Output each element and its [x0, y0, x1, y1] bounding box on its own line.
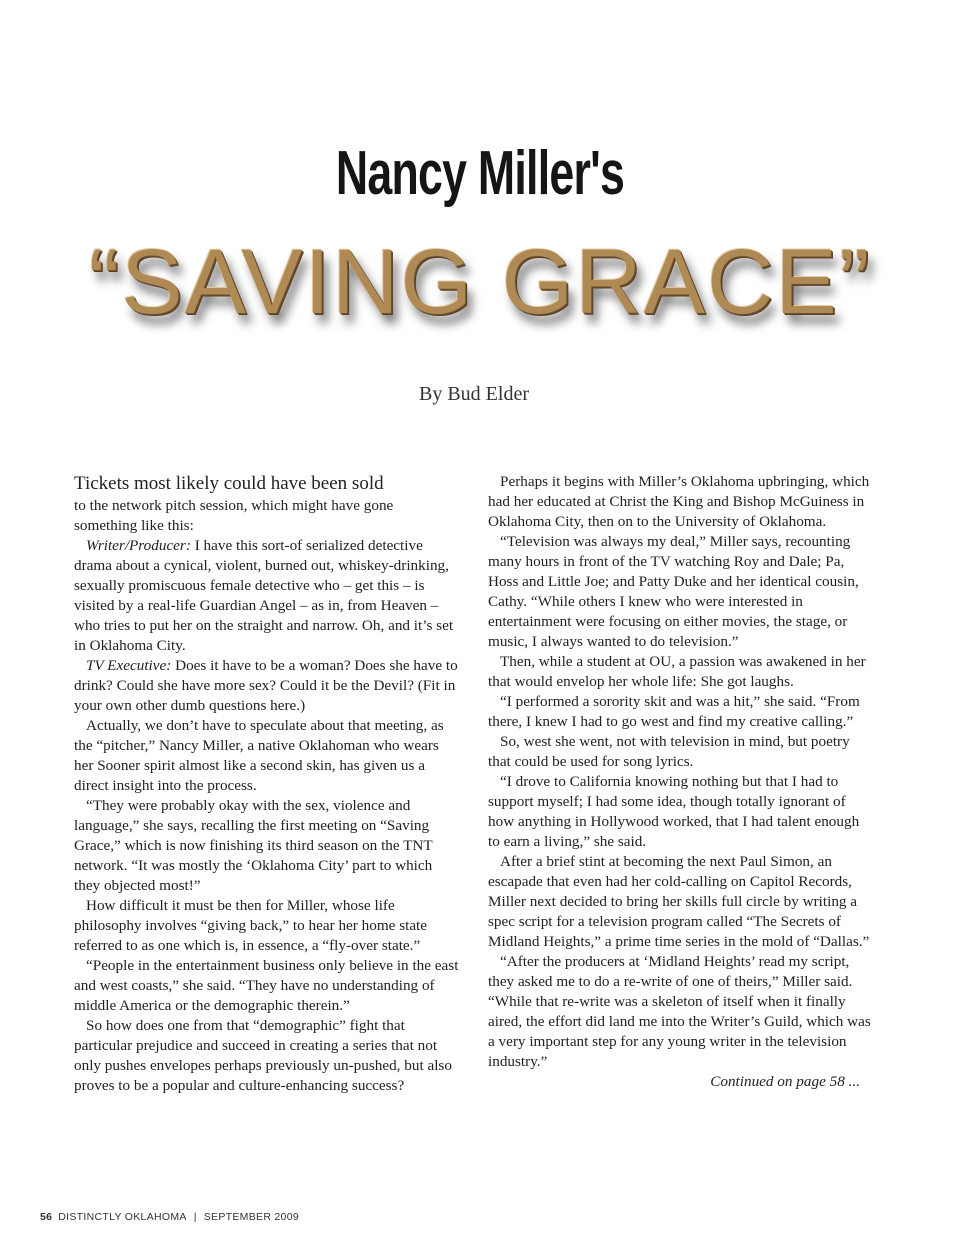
paragraph	[74, 472, 460, 536]
paragraph: So, west she went, not with television in mind, but poetry that could be used for song lyrics.	[488, 733, 850, 770]
paragraph: After a brief stint at becoming the next Paul Simon, an escapade that even had her cold-calling on Capitol Records, Miller next decided to bring her skills full circle by writing a spec script for a television program called “The Secrets of Midland Heights,” a prime time series in the mold of “Dallas.”	[488, 853, 870, 950]
paragraph: Actually, we don’t have to speculate about that meeting, as the “pitcher,” Nancy Miller, a native Oklahoman who wears her Sooner spirit almost like a second skin, has given us a direct insight into the process.	[74, 717, 444, 794]
paragraph: Perhaps it begins with Miller’s Oklahoma upbringing, which had her educated at Christ the King and Bishop McGuiness in Oklahoma City, then on to the University of Oklahoma.	[488, 473, 870, 530]
paragraph: So how does one from that “demographic” fight that particular prejudice and succeed in creating a series that not only pushes envelopes perhaps previously un-pushed, but also proves to be a popular and culture-enhancing success?	[74, 1017, 452, 1094]
paragraph: “I performed a sorority skit and was a hit,” she said. “From there, I knew I had to go west and find my creative calling.”	[488, 693, 860, 730]
continued-note: Continued on page 58 ...	[710, 1073, 860, 1090]
paragraph: “They were probably okay with the sex, violence and language,” she says, recalling the first meeting on “Saving Grace,” which is now finishing its third season on the TNT network. “It was mostly the ‘Oklahoma City’ part to which they objected most!”	[74, 797, 433, 894]
article-column-left	[74, 472, 460, 1096]
issue-date: SEPTEMBER 2009	[203, 1211, 299, 1223]
article-headline: “SAVING GRACE”	[88, 231, 872, 333]
speaker-label: Writer/Producer:	[86, 537, 191, 554]
page-number: 56	[40, 1211, 53, 1223]
paragraph: Then, while a student at OU, a passion was awakened in her that would envelop her whole life: She got laughs.	[488, 653, 866, 690]
article-column-right	[488, 472, 874, 1092]
paragraph: “After the producers at ‘Midland Heights’ read my script, they asked me to do a re-write of one of theirs,” Miller said. “While that re-write was a skeleton of itself when it finally aired, the effort did land me into the Writer’s Guild, which was a very important step for any young writer in the television industry.”	[488, 953, 871, 1070]
page-footer	[40, 1211, 299, 1223]
paragraph	[74, 656, 460, 716]
speaker-label: TV Executive:	[86, 657, 172, 674]
paragraph: “I drove to California knowing nothing but that I had to support myself; I had some idea, though totally ignorant of how anything in Hollywood worked, that I had talent enough to earn a living,” she said.	[488, 773, 860, 850]
lead-in-text: Tickets most likely could have been sold	[74, 473, 384, 494]
paragraph-text: Does it have to be a woman? Does she have to drink? Could she have more sex? Could it be the Devil? (Fit in your own other dumb questions here.)	[74, 657, 458, 714]
paragraph: How difficult it must be then for Miller, whose life philosophy involves “giving back,” to hear her home state referred to as one which is, in essence, a “fly-over state.”	[74, 897, 428, 954]
article-kicker: Nancy Miller's	[335, 139, 625, 208]
paragraph-text: to the network pitch session, which might have gone something like this:	[74, 497, 394, 534]
paragraph: “People in the entertainment business only believe in the east and west coasts,” she said. “They have no understanding of middle America or the demographic therein.”	[74, 957, 459, 1014]
publication-name: DISTINCTLY OKLAHOMA	[58, 1211, 187, 1223]
footer-separator: |	[193, 1211, 197, 1223]
paragraph	[74, 536, 460, 656]
paragraph-text: I have this sort-of serialized detective drama about a cynical, violent, burned out, whiskey-drinking, sexually promiscuous female detective who – get this – is visited by a real-life Guardian Angel – as in, from Heaven – who tries to put her on the straight and narrow. Oh, and it’s set in Oklahoma City.	[74, 537, 454, 654]
paragraph: “Television was always my deal,” Miller says, recounting many hours in front of the TV watching Roy and Dale; Pa, Hoss and Little Joe; and Patty Duke and her identical cousin, Cathy. “While others I knew who were interested in entertainment were focusing on either movies, the stage, or music, I always wanted to do television.”	[488, 533, 859, 650]
article-byline: By Bud Elder	[419, 383, 529, 405]
